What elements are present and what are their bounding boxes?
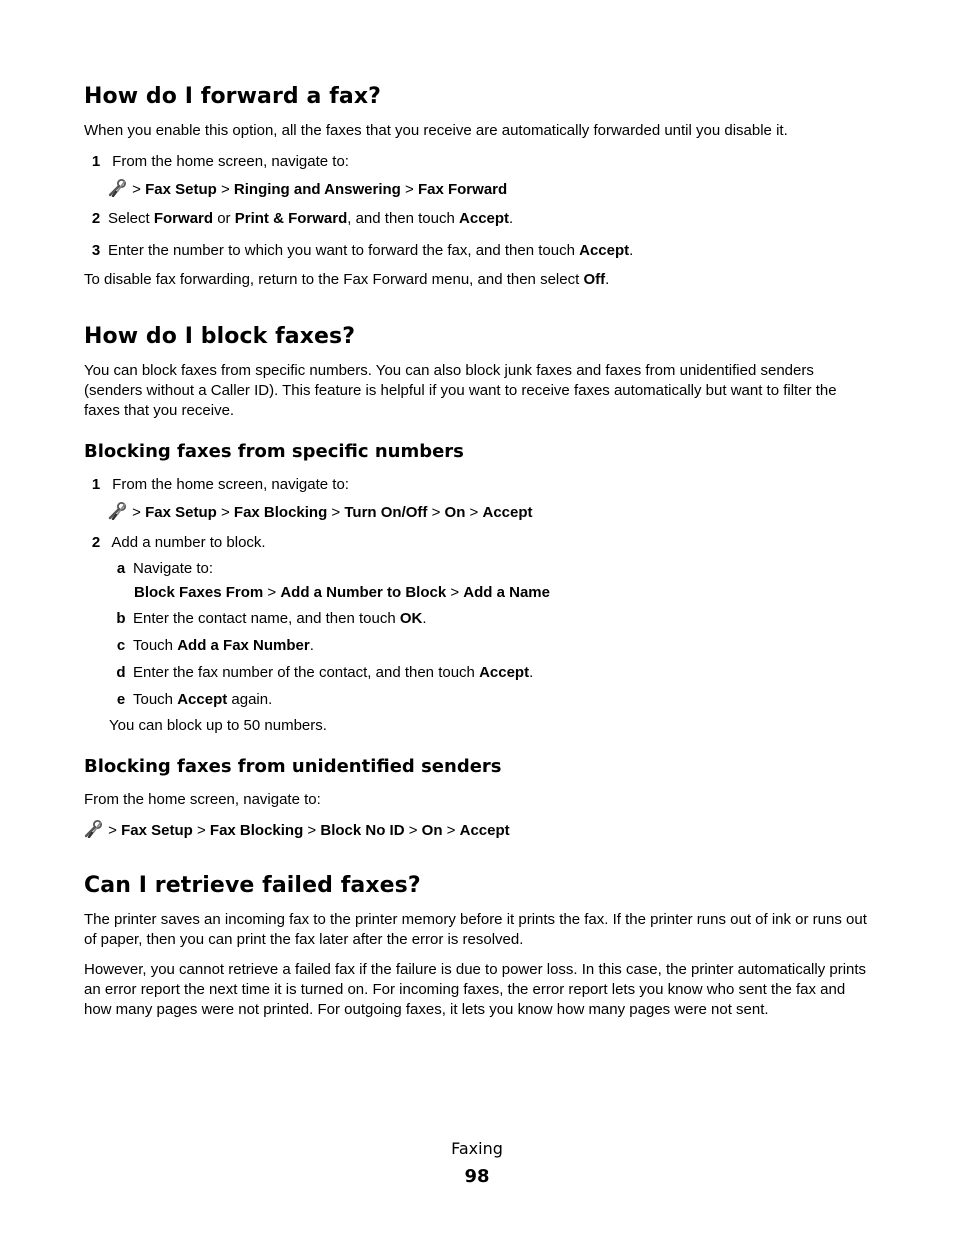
step-text: From the home screen, navigate to: — [112, 476, 349, 493]
substep-text: Enter the fax number of the contact, and then touch — [133, 664, 480, 681]
path-fax-blocking: Fax Blocking — [233, 504, 328, 521]
heading-block-unidentified: Blocking faxes from unidentified senders — [84, 756, 502, 777]
substep-text: again. — [227, 691, 273, 708]
heading-forward-fax: How do I forward a fax? — [84, 84, 382, 109]
path-on: On — [444, 504, 466, 521]
path-fax-forward: Fax Forward — [417, 181, 508, 198]
unidentified-text: From the home screen, navigate to: — [84, 791, 321, 808]
forward-step-3 — [84, 241, 633, 261]
path-turn-on-off: Turn On/Off — [344, 504, 428, 521]
step-text: From the home screen, navigate to: — [112, 153, 349, 170]
substep-text: . — [422, 610, 427, 627]
retrieve-paragraph-2: However, you cannot retrieve a failed fax if the failure is due to power loss. In this case, the printer automatically prints an error report the next time it is turned on. For incoming faxes, the error report lets you know who sent the fax and how many pages were not printed. For outgoing faxes, it lets you know how many pages were not sent. — [84, 961, 867, 1018]
retrieve-paragraph-1: The printer saves an incoming fax to the printer memory before it prints the fax. If the printer runs out of ink or runs out of paper, then you can print the fax later after the error is resolved. — [84, 911, 867, 948]
step-number: 2 — [91, 534, 101, 551]
path-ringing-answering: Ringing and Answering — [233, 181, 401, 198]
substep-a — [109, 559, 213, 579]
option-ok: OK — [399, 610, 423, 627]
block-step-2 — [84, 533, 266, 553]
path-fax-setup: Fax Setup — [145, 181, 217, 198]
step-number: 1 — [91, 476, 101, 493]
path-add-number: Add a Number to Block — [280, 584, 447, 601]
forward-step-1 — [84, 152, 349, 172]
substep-c — [109, 636, 314, 656]
heading-block-specific: Blocking faxes from specific numbers — [84, 441, 464, 462]
forward-nav-path: > Fax Setup > Ringing and Answering > Fax Forward — [108, 179, 507, 200]
footer-section-name: Faxing — [451, 1139, 503, 1158]
path-accept: Accept — [459, 822, 510, 839]
unidentified-nav-path: > Fax Setup > Fax Blocking > Block No ID > On > Accept — [84, 820, 510, 841]
step-number: 1 — [91, 153, 101, 170]
path-on: On — [421, 822, 443, 839]
path-add-name: Add a Name — [463, 584, 550, 601]
path-block-faxes-from: Block Faxes From — [134, 584, 264, 601]
step-text: Enter the number to which you want to forward the fax, and then touch — [108, 242, 580, 259]
wrench-screwdriver-icon — [84, 820, 104, 838]
block-step-1 — [84, 475, 349, 495]
step-text: , and then touch — [347, 210, 460, 227]
step-text: . — [629, 242, 634, 259]
substep-text: Touch — [133, 691, 178, 708]
substep-text: Navigate to: — [133, 560, 214, 577]
substep-letter: c — [116, 637, 126, 654]
path-fax-setup: Fax Setup — [145, 504, 217, 521]
path-fax-blocking: Fax Blocking — [209, 822, 304, 839]
option-accept: Accept — [579, 242, 630, 259]
substep-b — [109, 609, 427, 629]
substep-d — [109, 663, 533, 683]
option-accept: Accept — [177, 691, 228, 708]
outro-text: . — [605, 271, 610, 288]
step-number: 3 — [91, 242, 101, 259]
forward-outro — [84, 270, 874, 290]
heading-retrieve-failed: Can I retrieve failed faxes? — [84, 873, 421, 898]
substep-letter: e — [116, 691, 126, 708]
option-off: Off — [583, 271, 606, 288]
substep-letter: b — [116, 610, 126, 627]
substep-text: . — [529, 664, 534, 681]
path-block-no-id: Block No ID — [320, 822, 405, 839]
wrench-screwdriver-icon — [108, 179, 128, 197]
step-text: . — [509, 210, 514, 227]
substep-letter: a — [116, 560, 126, 577]
option-accept: Accept — [479, 664, 530, 681]
option-add-fax-number: Add a Fax Number — [177, 637, 310, 654]
path-accept: Accept — [482, 504, 533, 521]
block-intro: You can block faxes from specific numbers. You can also block junk faxes and faxes from unidentified senders (senders without a Caller ID). This feature is helpful if you want to receive faxes automatically but want to filter the faxes that you receive. — [84, 362, 837, 419]
substep-text: . — [309, 637, 314, 654]
forward-intro: When you enable this option, all the faxes that you receive are automatically forwarded until you disable it. — [84, 122, 788, 139]
substep-a-path: Block Faxes From > Add a Number to Block > Add a Name — [134, 584, 550, 601]
substep-e — [109, 690, 272, 710]
option-print-forward: Print & Forward — [234, 210, 348, 227]
block-nav-path: > Fax Setup > Fax Blocking > Turn On/Off > On > Accept — [108, 502, 533, 523]
step-text: Add a number to block. — [111, 534, 266, 551]
block-limit-note: You can block up to 50 numbers. — [109, 717, 327, 734]
step-text: or — [213, 210, 235, 227]
wrench-screwdriver-icon — [108, 502, 128, 520]
option-accept: Accept — [459, 210, 510, 227]
step-number: 2 — [91, 210, 101, 227]
heading-block-faxes: How do I block faxes? — [84, 324, 356, 349]
path-fax-setup: Fax Setup — [121, 822, 193, 839]
footer-page-number: 98 — [464, 1166, 490, 1187]
option-forward: Forward — [153, 210, 214, 227]
outro-text: To disable fax forwarding, return to the Fax Forward menu, and then select — [84, 271, 584, 288]
substep-letter: d — [116, 664, 126, 681]
step-text: Select — [108, 210, 154, 227]
substep-text: Enter the contact name, and then touch — [133, 610, 400, 627]
substep-text: Touch — [133, 637, 178, 654]
forward-step-2 — [84, 209, 513, 229]
